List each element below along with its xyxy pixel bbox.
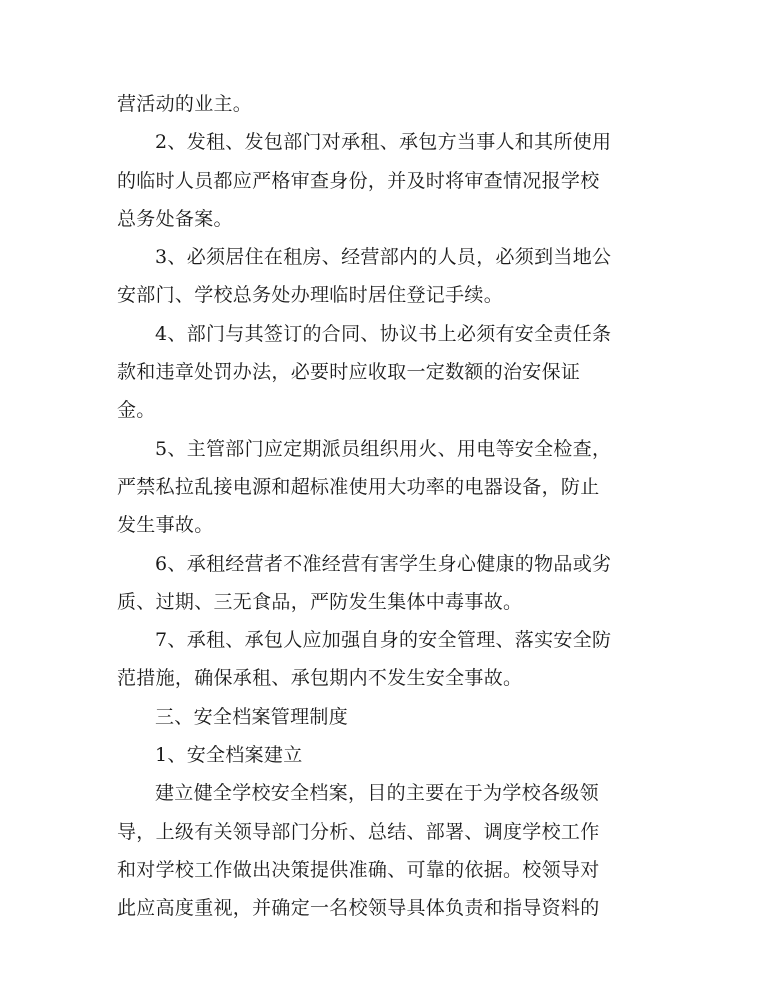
text-line: 1、安全档案建立: [155, 744, 303, 767]
text-line: 导，上级有关领导部门分析、总结、部署、调度学校工作: [117, 820, 600, 843]
text-line: 严禁私拉乱接电源和超标准使用大功率的电器设备，防止: [117, 475, 600, 498]
text-line: 安部门、学校总务处办理临时居住登记手续。: [117, 284, 504, 307]
text-line: 4、部门与其签订的合同、协议书上必须有安全责任条: [155, 322, 612, 345]
text-line: 的临时人员都应严格审查身份，并及时将审查情况报学校: [117, 169, 600, 192]
text-line: 3、必须居住在租房、经营部内的人员，必须到当地公: [155, 246, 612, 269]
text-line: 5、主管部门应定期派员组织用火、用电等安全检查，: [155, 437, 612, 460]
text-line: 2、发租、发包部门对承租、承包方当事人和其所使用: [155, 131, 612, 154]
text-line: 发生事故。: [117, 514, 214, 537]
text-line: 此应高度重视，并确定一名校领导具体负责和指导资料的: [117, 897, 600, 920]
text-line: 范措施，确保承租、承包期内不发生安全事故。: [117, 667, 523, 690]
text-line: 款和违章处罚办法，必要时应收取一定数额的治安保证: [117, 361, 581, 384]
text-line: 6、承租经营者不准经营有害学生身心健康的物品或劣: [155, 552, 612, 575]
text-line: 金。: [117, 399, 156, 422]
document-body-text: [117, 85, 657, 928]
text-line: 和对学校工作做出决策提供准确、可靠的依据。校领导对: [117, 858, 600, 881]
text-line: 7、承租、承包人应加强自身的安全管理、落实安全防: [155, 629, 612, 652]
text-line: 建立健全学校安全档案，目的主要在于为学校各级领: [155, 782, 599, 805]
text-line: 质、过期、三无食品，严防发生集体中毒事故。: [117, 590, 523, 613]
text-line: 三、安全档案管理制度: [155, 705, 349, 728]
text-line: 总务处备案。: [117, 207, 233, 230]
text-line: 营活动的业主。: [117, 93, 253, 115]
